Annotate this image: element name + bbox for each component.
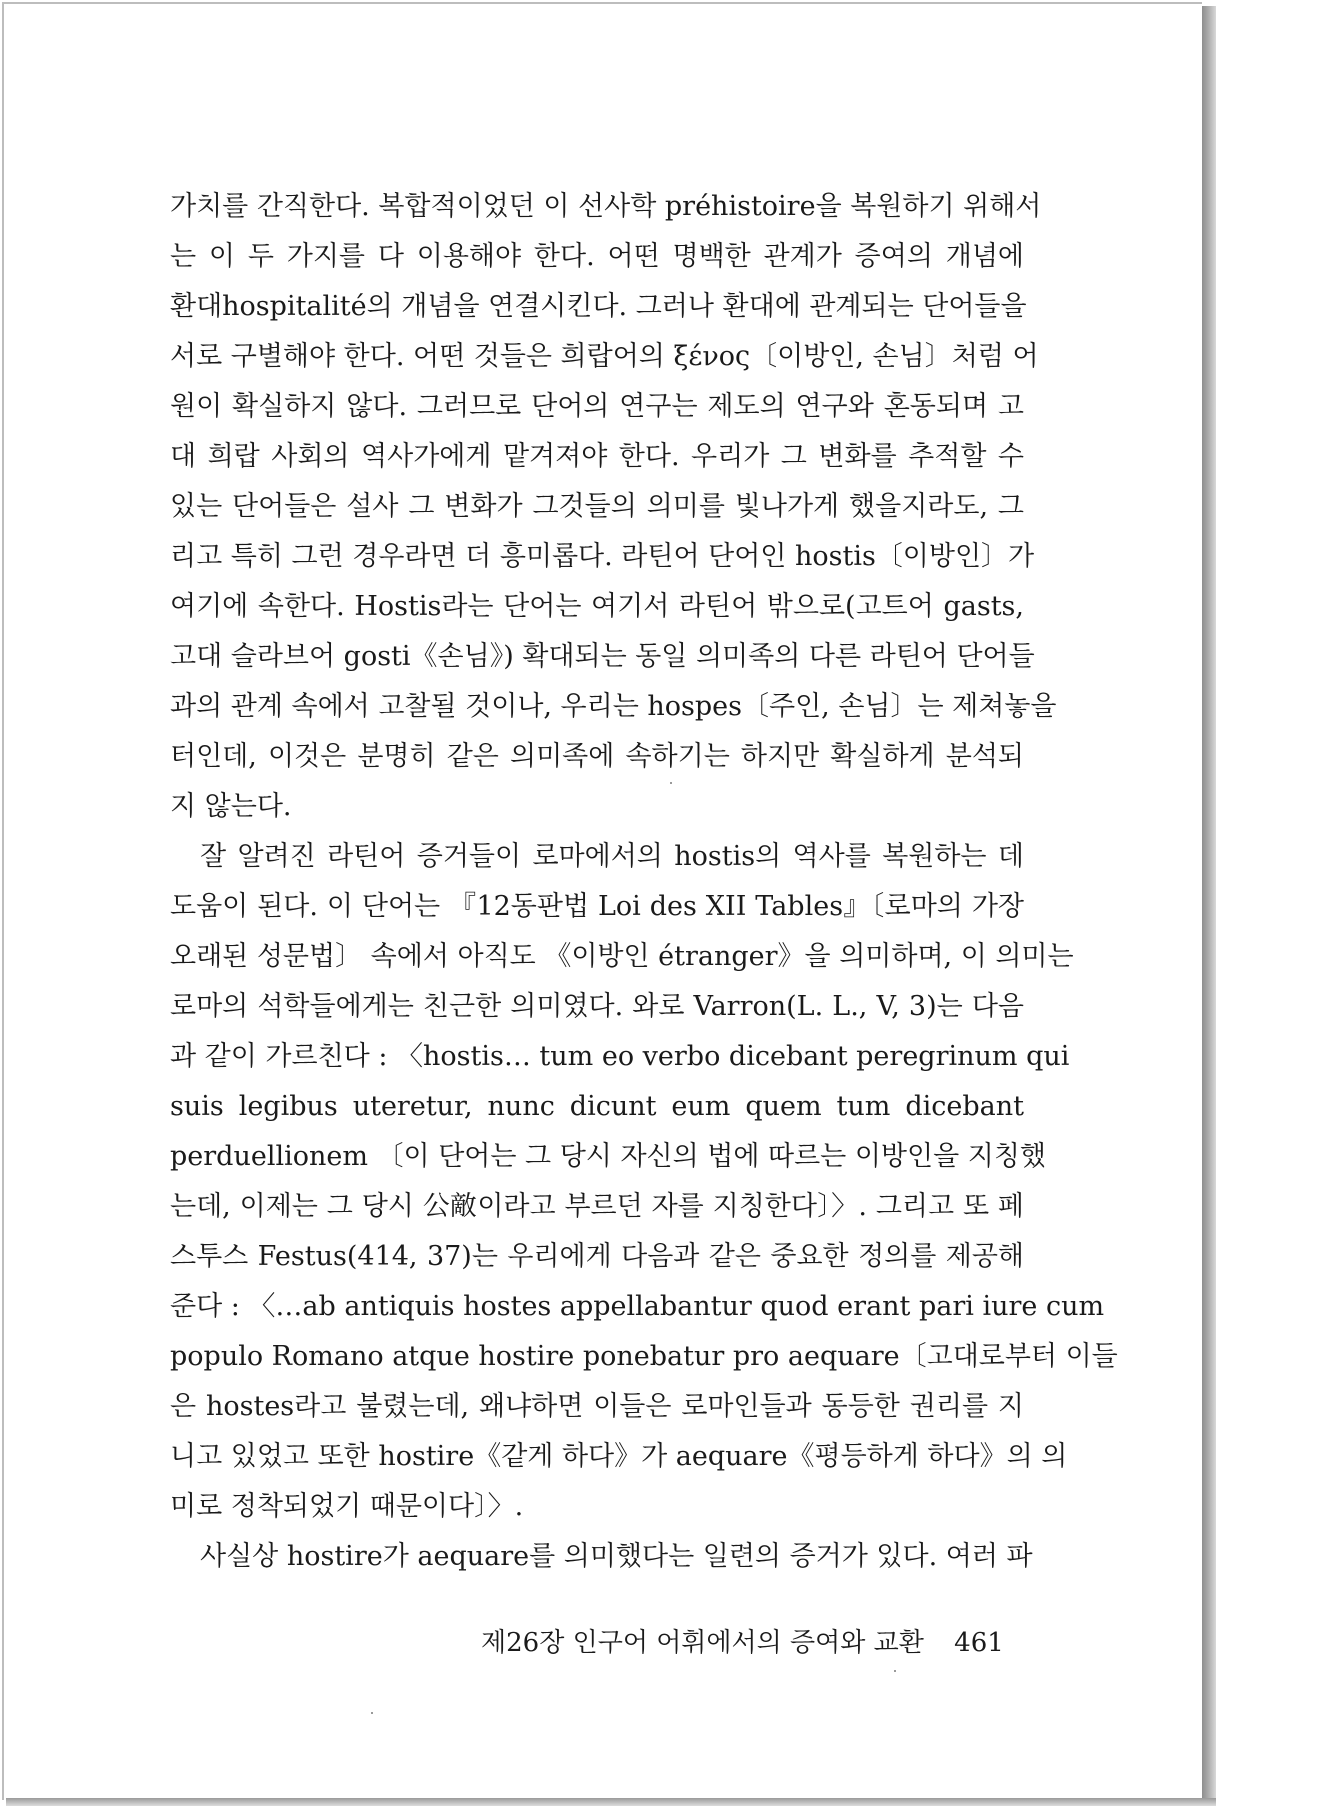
body-text — [170, 182, 1118, 1582]
chapter-title: 제26장 인구어 어휘에서의 증여와 교환 — [481, 1628, 924, 1658]
text-line: populo Romano atque hostire ponebatur pro aequare〔고대로부터 이들 — [170, 1341, 1118, 1372]
text-line: 니고 있었고 또한 hostire《같게 하다》가 aequare《평등하게 하다》의 의 — [170, 1441, 1068, 1472]
page-number: 461 — [954, 1628, 1004, 1658]
text-line: 는 이 두 가지를 다 이용해야 한다. 어떤 명백한 관계가 증여의 개념에 — [170, 241, 1024, 272]
text-line: 오래된 성문법〕 속에서 아직도 《이방인 étranger》을 의미하며, 이 의미는 — [170, 941, 1074, 972]
book-page — [2, 2, 1202, 1800]
text-line: 고대 슬라브어 gosti《손님》) 확대되는 동일 의미족의 다른 라틴어 단어들 — [170, 641, 1035, 672]
scan-speck — [371, 1712, 373, 1714]
text-line: 대 희랍 사회의 역사가에게 맡겨져야 한다. 우리가 그 변화를 추적할 수 — [170, 441, 1024, 472]
scan-speck — [894, 1670, 896, 1672]
scan-speck — [670, 782, 672, 784]
text-line: 가치를 간직한다. 복합적이었던 이 선사학 préhistoire을 복원하기 위해서 — [170, 191, 1042, 222]
page-bottom-shadow — [6, 1798, 1216, 1806]
text-line: 원이 확실하지 않다. 그러므로 단어의 연구는 제도의 연구와 혼동되며 고 — [170, 391, 1024, 422]
text-line: 환대hospitalité의 개념을 연결시킨다. 그러나 환대에 관계되는 단어들을 — [170, 291, 1027, 322]
text-line: 로마의 석학들에게는 친근한 의미였다. 와로 Varron(L. L., V, 3)는 다음 — [170, 991, 1024, 1022]
text-line: suis legibus uteretur, nunc dicunt eum quem tum dicebant — [170, 1091, 1024, 1122]
text-line: 는데, 이제는 그 당시 公敵이라고 부르던 자를 지칭한다〕〉. 그리고 또 페 — [170, 1191, 1024, 1222]
text-line: 지 않는다. — [170, 791, 292, 822]
running-footer — [481, 1622, 1004, 1659]
text-line: 과 같이 가르친다 : 〈hostis… tum eo verbo dicebant peregrinum qui — [170, 1041, 1070, 1072]
text-line: 도움이 된다. 이 단어는 『12동판법 Loi des XII Tables』〔로마의 가장 — [170, 891, 1024, 922]
text-line: 사실상 hostire가 aequare를 의미했다는 일련의 증거가 있다. 여러 파 — [200, 1541, 1033, 1572]
text-line: 과의 관계 속에서 고찰될 것이나, 우리는 hospes〔주인, 손님〕는 제쳐놓을 — [170, 691, 1057, 722]
text-line: 터인데, 이것은 분명히 같은 의미족에 속하기는 하지만 확실하게 분석되 — [170, 741, 1024, 772]
text-line: 서로 구별해야 한다. 어떤 것들은 희랍어의 ξένος〔이방인, 손님〕처럼 어 — [170, 341, 1039, 372]
page-edge-shadow — [1202, 6, 1216, 1806]
text-line: 리고 특히 그런 경우라면 더 흥미롭다. 라틴어 단어인 hostis〔이방인〕가 — [170, 541, 1035, 572]
text-line: perduellionem 〔이 단어는 그 당시 자신의 법에 따르는 이방인을 지칭했 — [170, 1141, 1046, 1172]
text-line: 있는 단어들은 설사 그 변화가 그것들의 의미를 빛나가게 했을지라도, 그 — [170, 491, 1024, 522]
text-line: 미로 정착되었기 때문이다〕〉. — [170, 1491, 524, 1522]
text-line: 여기에 속한다. Hostis라는 단어는 여기서 라틴어 밖으로(고트어 gasts, — [170, 591, 1024, 622]
text-line: 준다 : 〈…ab antiquis hostes appellabantur quod erant pari iure cum — [170, 1291, 1105, 1322]
text-line: 잘 알려진 라틴어 증거들이 로마에서의 hostis의 역사를 복원하는 데 — [200, 841, 1024, 872]
text-line: 스투스 Festus(414, 37)는 우리에게 다음과 같은 중요한 정의를 제공해 — [170, 1241, 1024, 1272]
text-line: 은 hostes라고 불렸는데, 왜냐하면 이들은 로마인들과 동등한 권리를 지 — [170, 1391, 1024, 1422]
